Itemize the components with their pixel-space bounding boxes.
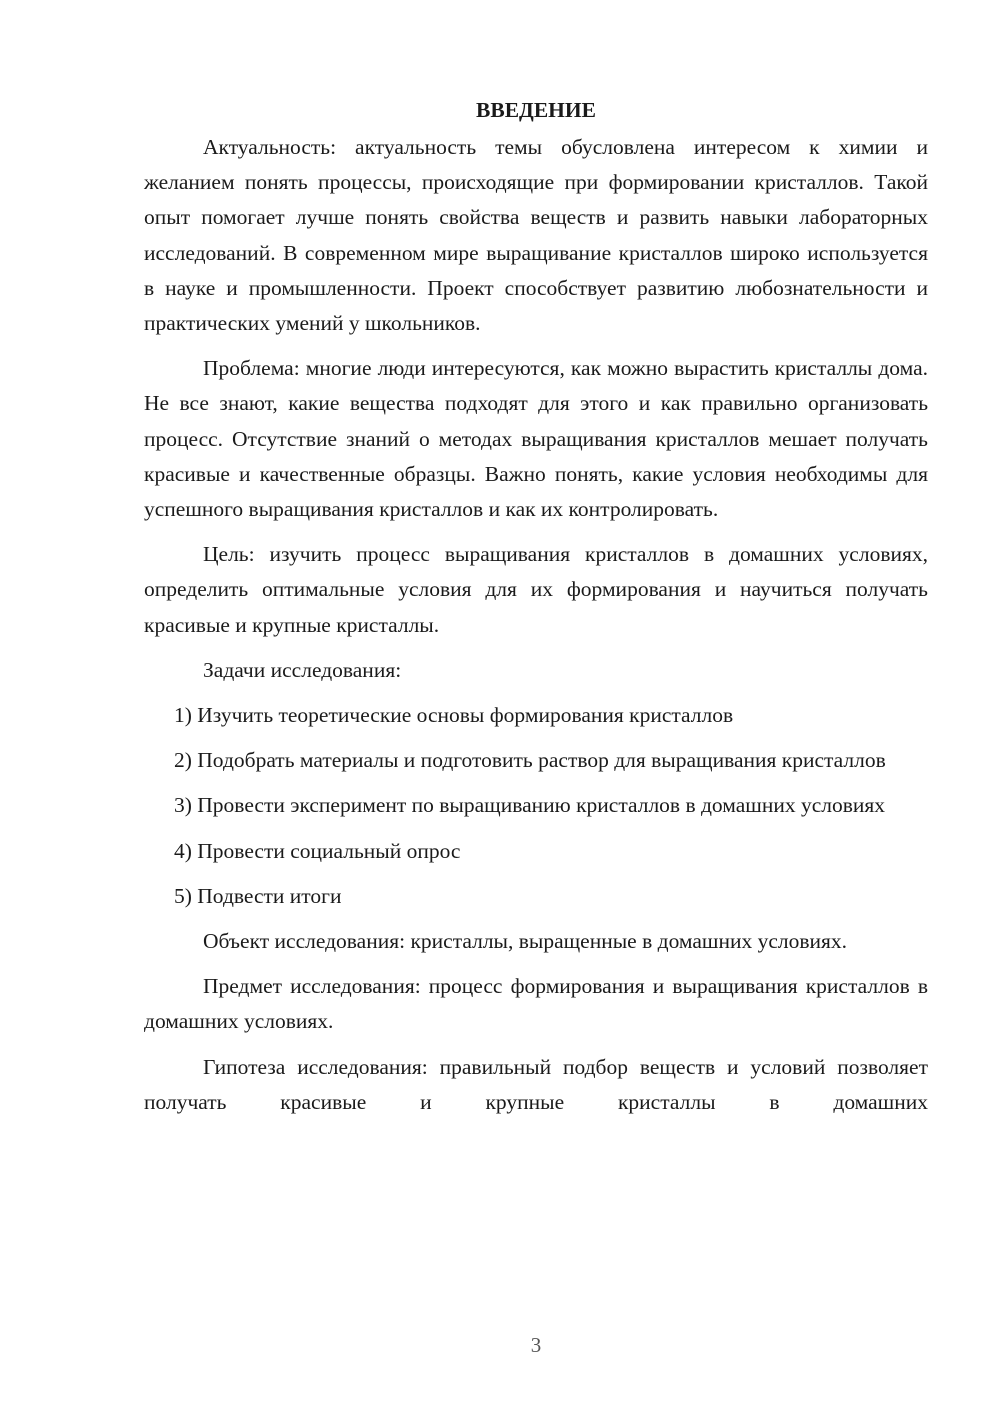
paragraph-relevance: Актуальность: актуальность темы обусловлена интересом к химии и желанием понять процессы, происходящие при формировании кристаллов. Такой опыт помогает лучше понять свойства веществ и развить навыки лабораторных исследований. В современном мире выращивание кристаллов широко используется в науке и промышленности. Проект способствует развитию любознательности и практических умений у школьников. [144, 135, 928, 336]
paragraph-goal: Цель: изучить процесс выращивания кристаллов в домашних условиях, определить оптимальные условия для их формирования и научиться получать красивые и крупные кристаллы. [144, 542, 928, 637]
page-number: 3 [530, 1333, 542, 1357]
paragraph-subject: Предмет исследования: процесс формирования и выращивания кристаллов в домашних условиях. [144, 974, 928, 1034]
task-item: 2) Подобрать материалы и подготовить раствор для выращивания кристаллов [174, 748, 886, 773]
task-item: 5) Подвести итоги [174, 883, 342, 908]
task-item: 1) Изучить теоретические основы формирования кристаллов [174, 703, 734, 728]
paragraph-problem: Проблема: многие люди интересуются, как можно вырастить кристаллы дома. Не все знают, какие вещества подходят для этого и как правильно организовать процесс. Отсутствие знаний о методах выращивания кристаллов мешает получать красивые и качественные образцы. Важно понять, какие условия необходимы для успешного выращивания кристаллов и как их контролировать. [144, 356, 928, 522]
section-title: ВВЕДЕНИЕ [476, 98, 596, 122]
task-item: 3) Провести эксперимент по выращиванию кристаллов в домашних условиях [174, 793, 886, 818]
paragraph-hypothesis: Гипотеза исследования: правильный подбор веществ и условий позволяет получать красивые и крупные кристаллы в домашних [144, 1054, 928, 1114]
page-content [144, 93, 928, 1130]
task-item: 4) Провести социальный опрос [174, 838, 461, 863]
paragraph-object: Объект исследования: кристаллы, выращенные в домашних условиях. [203, 929, 848, 954]
tasks-heading: Задачи исследования: [203, 657, 402, 682]
